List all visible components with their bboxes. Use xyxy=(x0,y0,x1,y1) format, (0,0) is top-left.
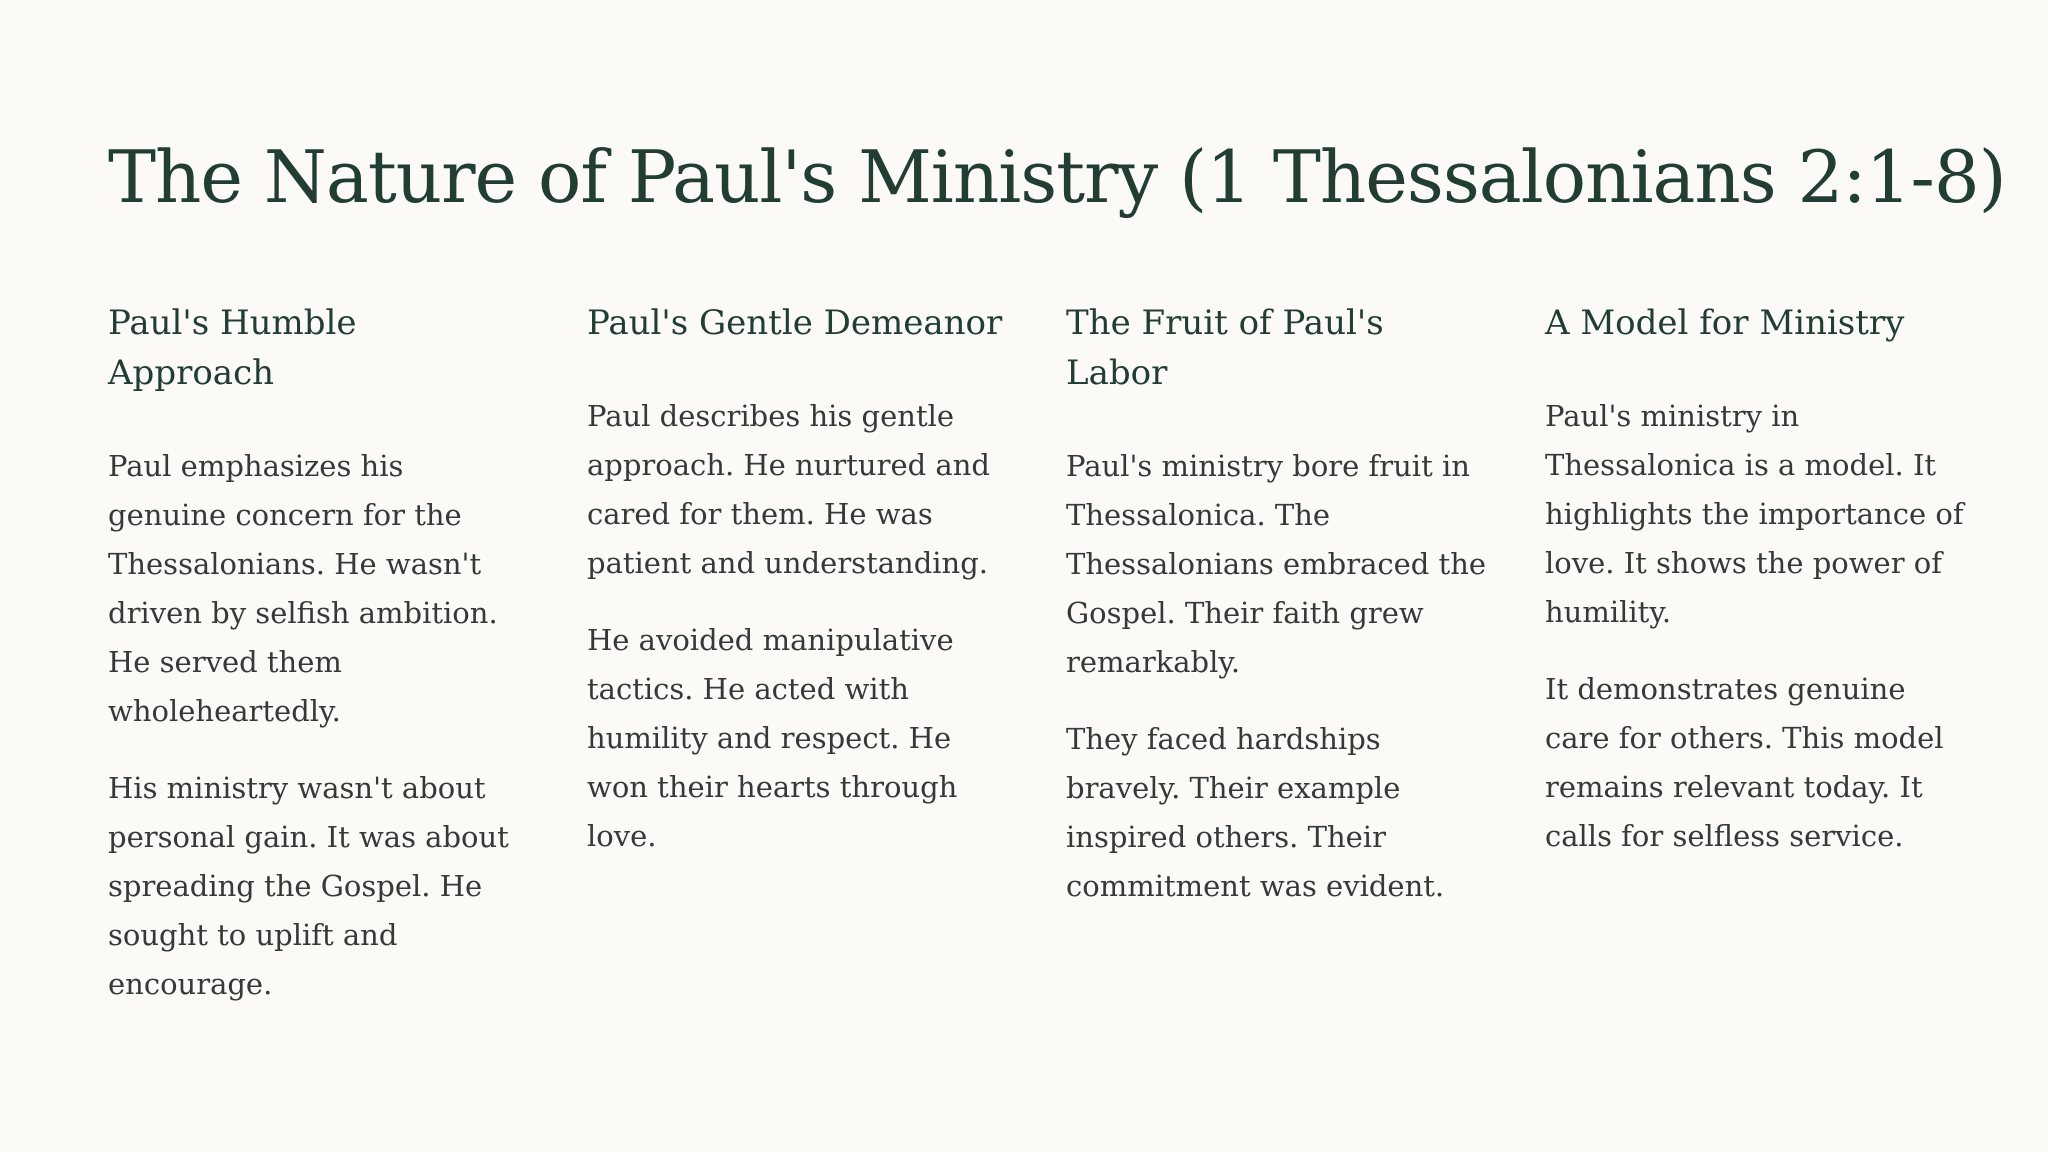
column-heading: Paul's Gentle Demeanor xyxy=(587,303,1003,343)
column-paragraph: Paul's ministry in Thessalonica is a model. It highlights the importance of love. It shows the power of humility. xyxy=(1545,399,1964,629)
column-heading: The Fruit of Paul's Labor xyxy=(1066,303,1384,393)
column-paragraph: It demonstrates genuine care for others. This model remains relevant today. It calls for selfless service. xyxy=(1545,672,1944,853)
slide-title: The Nature of Paul's Ministry (1 Thessalonians 2:1-8) xyxy=(108,135,2006,219)
column-humble-approach xyxy=(108,298,587,1037)
column-heading: A Model for Ministry xyxy=(1545,303,1905,343)
column-paragraph: Paul describes his gentle approach. He nurtured and cared for them. He was patient and understanding. xyxy=(587,399,990,580)
column-fruit-of-labor xyxy=(1066,298,1545,1037)
column-paragraph: He avoided manipulative tactics. He acted with humility and respect. He won their hearts through love. xyxy=(587,623,958,853)
content-columns xyxy=(108,298,2024,1037)
column-paragraph: Paul emphasizes his genuine concern for the Thessalonians. He wasn't driven by selfish ambition. He served them wholeheartedly. xyxy=(108,449,498,728)
column-paragraph: They faced hardships bravely. Their example inspired others. Their commitment was evident. xyxy=(1066,722,1445,903)
column-model-for-ministry xyxy=(1545,298,2024,1037)
column-gentle-demeanor xyxy=(587,298,1066,1037)
column-heading: Paul's Humble Approach xyxy=(108,303,357,393)
column-paragraph: Paul's ministry bore fruit in Thessalonica. The Thessalonians embraced the Gospel. Their faith grew remarkably. xyxy=(1066,449,1487,679)
column-paragraph: His ministry wasn't about personal gain. It was about spreading the Gospel. He sought to uplift and encourage. xyxy=(108,771,509,1001)
